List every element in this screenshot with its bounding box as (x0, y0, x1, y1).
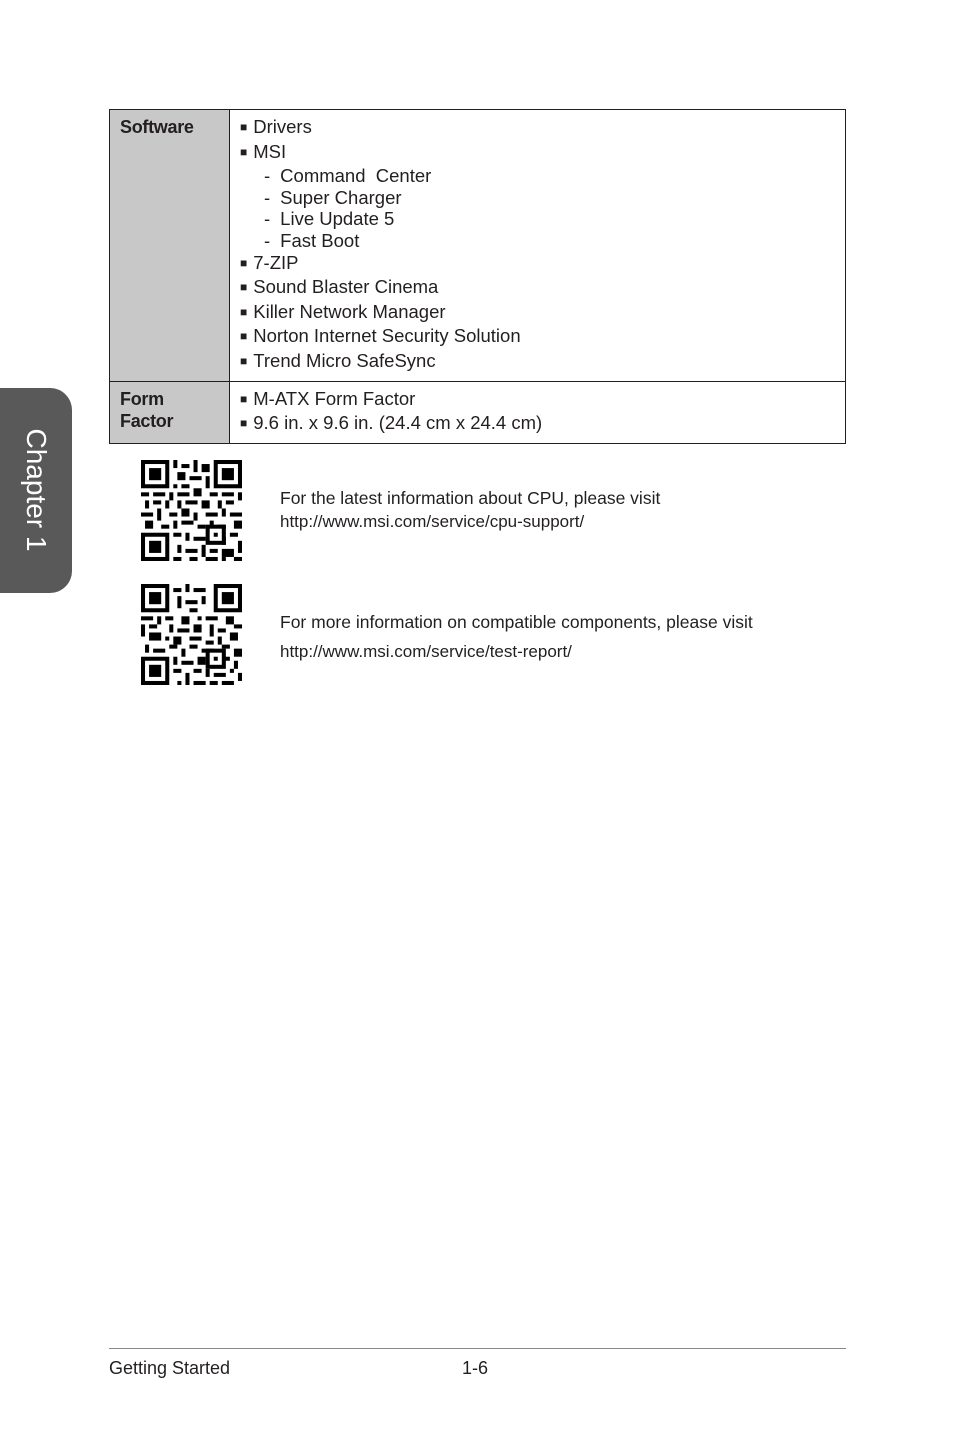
table-row-form-factor (110, 381, 846, 443)
row-label-line: Form (120, 388, 164, 409)
test-report-note (280, 610, 753, 664)
list-item: ■ Sound Blaster Cinema (240, 276, 835, 301)
list-subitem: - Live Update 5 (240, 208, 835, 230)
chapter-tab (0, 388, 72, 593)
qr-code-icon[interactable] (141, 460, 242, 561)
list-subitem: - Super Charger (240, 187, 835, 209)
note-text: For more information on compatible components, please visit (280, 612, 753, 632)
row-label-line: Factor (120, 410, 174, 431)
footer-section-title: Getting Started (109, 1358, 231, 1378)
list-item: ■ Trend Micro SafeSync (240, 350, 835, 375)
qr-code-icon[interactable] (141, 584, 242, 685)
list-item: ■ 7-ZIP (240, 252, 835, 277)
list-item: ■ Killer Network Manager (240, 301, 835, 326)
list-item: ■ MSI (240, 141, 835, 166)
test-report-link[interactable]: http://www.msi.com/service/test-report/ (280, 642, 572, 661)
chapter-tab-label: Chapter 1 (21, 428, 52, 552)
cpu-support-note (280, 486, 660, 534)
row-value-form-factor (230, 381, 846, 443)
page-number: 1-6 (462, 1358, 489, 1378)
footer-divider (109, 1348, 846, 1349)
list-subitem: - Fast Boot (240, 230, 835, 252)
row-value-software (230, 110, 846, 382)
row-label-software: Software (110, 110, 230, 382)
list-item: ■ Drivers (240, 116, 835, 141)
row-label-form-factor (110, 381, 230, 443)
list-item: ■ Norton Internet Security Solution (240, 325, 835, 350)
spec-table (109, 109, 846, 444)
table-row-software (110, 110, 846, 382)
list-item: ■ M-ATX Form Factor (240, 388, 835, 413)
cpu-support-link[interactable]: http://www.msi.com/service/cpu-support/ (280, 512, 585, 531)
note-text: For the latest information about CPU, please visit (280, 488, 661, 508)
list-subitem: - Command Center (240, 165, 835, 187)
list-item: ■ 9.6 in. x 9.6 in. (24.4 cm x 24.4 cm) (240, 412, 835, 437)
